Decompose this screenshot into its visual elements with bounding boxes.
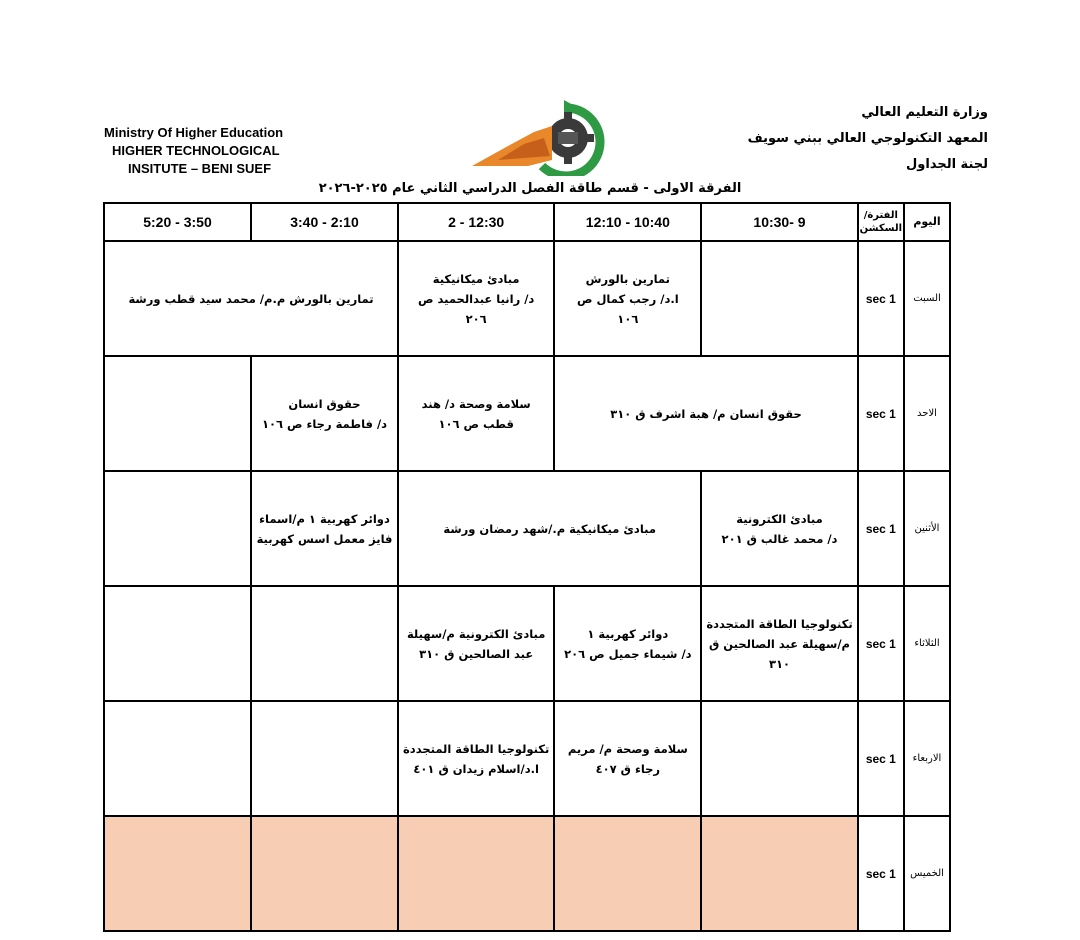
schedule-title: الفرقة الاولى - قسم طاقة الفصل الدراسي الثاني عام ٢٠٢٥-٢٠٢٦ [318,181,742,196]
cell [398,816,554,931]
cell-line: ا.د/اسلام زيدان ق ٤٠١ [413,761,539,776]
table-row [104,471,950,586]
institute-name-en: HIGHER TECHNOLOGICAL [112,143,280,158]
cell-line: د/ محمد غالب ق ٢٠١ [721,531,838,546]
cell-line: د/ رانيا عبدالحميد ص [418,291,535,306]
cell [104,356,251,471]
period-header-line1: الفترة/ [863,210,898,221]
day-header: اليوم [904,203,950,241]
cell [104,816,251,931]
cell [251,586,398,701]
cell-line: مبادئ ميكانيكية [432,271,520,286]
cell [554,241,701,356]
cell [104,586,251,701]
section-label: sec 1 [858,241,904,356]
cell-line: تكنولوجيا الطاقة المتجددة [403,741,550,756]
cell-line: ا.د/ رجب كمال ص [576,291,679,306]
committee-name-ar: لجنة الجداول [906,157,988,172]
day-label: الاربعاء [904,701,950,816]
cell [554,701,701,816]
cell [554,816,701,931]
table-row [104,586,950,701]
cell-line: ١٠٦ [617,311,639,326]
section-label: sec 1 [858,471,904,586]
cell-line: سلامة وصحة د/ هند [421,396,531,411]
cell [251,701,398,816]
institute-name-ar: المعهد التكنولوجي العالي ببني سويف [747,131,988,146]
cell-line: تكنولوجيا الطاقة المتجددة [706,616,853,631]
cell [701,701,857,816]
cell-line: فايز معمل اسس كهربية [256,531,393,546]
cell-line: دوائر كهربية ١ م/اسماء [259,511,390,526]
cell-line: تمارين بالورش [585,271,670,286]
table-header-row [104,203,950,241]
cell-line: حقوق انسان [288,396,361,411]
institute-location-en: INSITUTE – BENI SUEF [128,161,272,176]
cell-line: مبادئ الكترونية [736,511,823,526]
english-header [104,124,304,178]
cell [104,701,251,816]
schedule-table [103,202,951,932]
cell-line: ٢٠٦ [465,311,487,326]
cell [251,356,398,471]
day-label: الثلاثاء [904,586,950,701]
day-label: الخميس [904,816,950,931]
cell-line: دوائر كهربية ١ [587,626,669,641]
cell-line: مبادئ الكترونية م/سهيلة [406,626,546,641]
cell-line: ٣١٠ [768,656,791,671]
cell-line: رجاء ق ٤٠٧ [595,761,661,776]
cell [104,471,251,586]
time-slot-4: 2:10 - 3:40 [251,203,398,241]
cell-line: د/ فاطمة رجاء ص ١٠٦ [261,416,388,431]
table-row [104,241,950,356]
cell [251,816,398,931]
section-label: sec 1 [858,816,904,931]
cell [251,471,398,586]
period-header-line2: السكشن [859,223,903,234]
cell-line: د/ شيماء جميل ص ٢٠٦ [564,646,692,661]
time-slot-3: 12:30 - 2 [398,203,554,241]
table-row [104,701,950,816]
cell [398,356,554,471]
cell [398,241,554,356]
cell: تمارين بالورش م.م/ محمد سيد قطب ورشة [104,241,398,356]
cell [701,471,857,586]
time-slot-2: 10:40 - 12:10 [554,203,701,241]
cell-line: قطب ص ١٠٦ [438,416,514,431]
period-header [858,203,904,241]
cell [398,586,554,701]
institute-logo-icon [468,100,644,176]
cell: حقوق انسان م/ هبة اشرف ق ٣١٠ [554,356,857,471]
day-label: الأثنين [904,471,950,586]
section-label: sec 1 [858,356,904,471]
table-row [104,816,950,931]
cell [398,701,554,816]
arabic-header [748,100,988,178]
cell-line: عبد الصالحين ق ٣١٠ [419,646,534,661]
cell [701,241,857,356]
table-row [104,356,950,471]
day-label: الاحد [904,356,950,471]
time-slot-1: 9 -10:30 [701,203,857,241]
cell-line: م/سهيلة عبد الصالحين ق [709,636,850,651]
cell [701,816,857,931]
cell [554,586,701,701]
ministry-name-en: Ministry Of Higher Education [104,125,284,140]
section-label: sec 1 [858,701,904,816]
section-label: sec 1 [858,586,904,701]
ministry-name-ar: وزارة التعليم العالي [861,105,988,120]
cell [701,586,857,701]
day-label: السبت [904,241,950,356]
cell: مبادئ ميكانيكية م./شهد رمضان ورشة [398,471,701,586]
time-slot-5: 3:50 - 5:20 [104,203,251,241]
cell-line: سلامة وصحة م/ مريم [567,741,688,756]
